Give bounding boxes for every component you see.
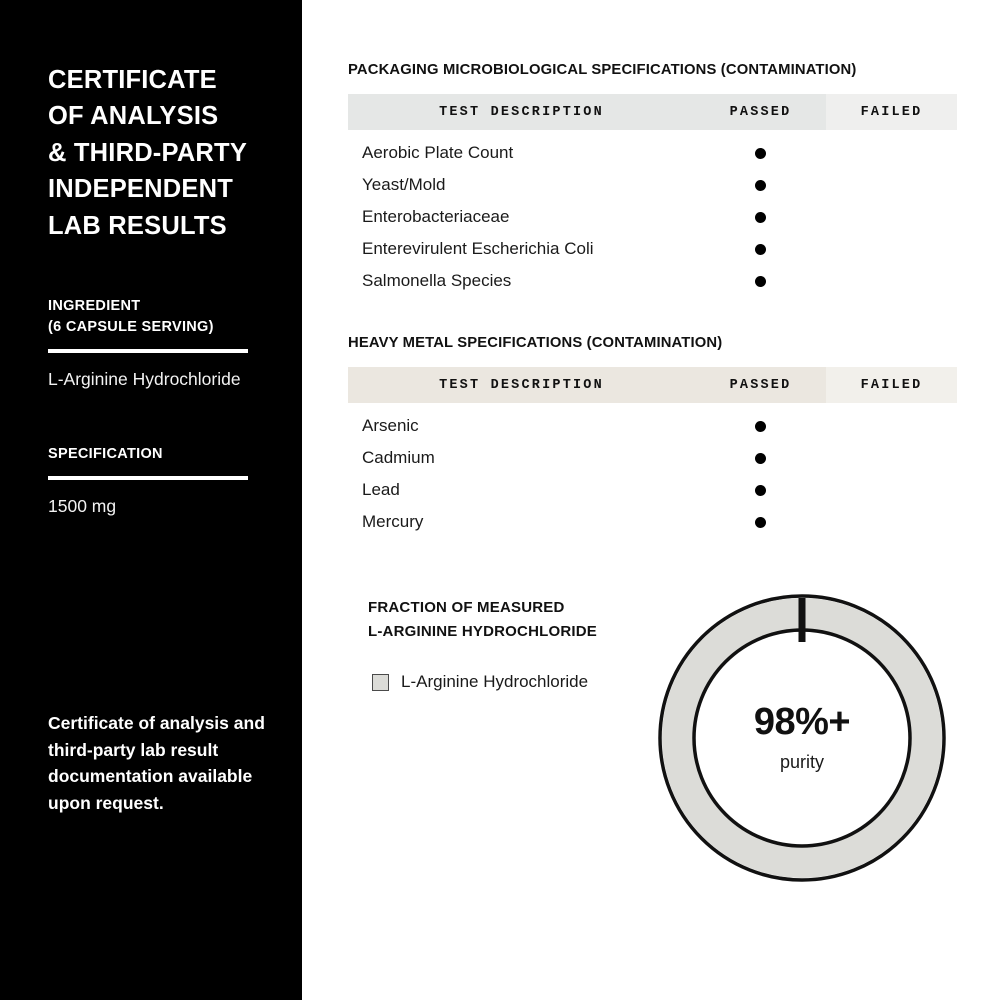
cell-passed: [695, 212, 826, 223]
cell-passed: [695, 453, 826, 464]
heavy-metal-table: [348, 367, 957, 538]
specification-label: SPECIFICATION: [48, 445, 163, 462]
cell-passed: [695, 148, 826, 159]
ingredient-label: [48, 296, 262, 338]
cell-test-description: Salmonella Species: [362, 270, 512, 290]
table-row: [348, 169, 957, 201]
cell-passed: [695, 180, 826, 191]
page-title-line-3: & THIRD-PARTY: [48, 138, 248, 167]
ingredient-block: [48, 296, 262, 392]
cell-test-description: Enterobacteriaceae: [362, 206, 510, 226]
table-row: [348, 233, 957, 265]
ingredient-label-line-2: (6 CAPSULE SERVING): [48, 319, 214, 336]
microbiological-section-title: PACKAGING MICROBIOLOGICAL SPECIFICATIONS (CONTAMINATION): [348, 62, 857, 78]
ingredient-divider: [48, 349, 248, 353]
cell-passed: [695, 276, 826, 287]
sidebar: [0, 0, 302, 1000]
microbiological-section: [348, 62, 957, 297]
table-row: [348, 201, 957, 233]
table-row: [348, 265, 957, 297]
cell-test-description: Enterevirulent Escherichia Coli: [362, 238, 594, 258]
table-row: [348, 442, 957, 474]
heavy-metal-section: [348, 335, 957, 538]
page-title-line-5: LAB RESULTS: [48, 211, 227, 240]
page-title-line-4: INDEPENDENT: [48, 175, 233, 204]
passed-dot-icon: [755, 453, 766, 464]
donut-inner-edge: [694, 630, 910, 846]
table-row: [348, 137, 957, 169]
chart-legend: [372, 672, 588, 692]
purity-sublabel: purity: [779, 752, 824, 772]
specification-value: 1500 mg: [48, 495, 117, 516]
passed-dot-icon: [755, 180, 766, 191]
table-row: [348, 410, 957, 442]
specification-block: [48, 444, 262, 519]
ingredient-value: L-Arginine Hydrochloride: [48, 369, 241, 390]
legend-label: L-Arginine Hydrochloride: [401, 672, 589, 691]
specification-divider: [48, 476, 248, 480]
cell-test-description: Yeast/Mold: [362, 174, 446, 194]
passed-dot-icon: [755, 212, 766, 223]
availability-note: Certificate of analysis and third-party lab result documentation available upon request.: [48, 713, 265, 813]
table-row: [348, 506, 957, 538]
cell-test-description: Lead: [362, 479, 400, 499]
table-header-row: [348, 367, 957, 403]
legend-swatch-icon: [372, 674, 389, 691]
purity-chart-heading-line-1: FRACTION OF MEASURED: [368, 599, 565, 616]
page-title-line-1: CERTIFICATE: [48, 66, 217, 94]
cell-test-description: Mercury: [362, 511, 424, 531]
cell-passed: [695, 244, 826, 255]
microbiological-table: [348, 94, 957, 297]
table-header-row: [348, 94, 957, 130]
column-header-passed: PASSED: [695, 367, 826, 403]
cell-passed: [695, 421, 826, 432]
table-body: [348, 403, 957, 538]
passed-dot-icon: [755, 485, 766, 496]
passed-dot-icon: [755, 244, 766, 255]
ingredient-label-line-1: INGREDIENT: [48, 298, 141, 315]
table-body: [348, 130, 957, 297]
donut-chart-svg: [656, 592, 948, 884]
purity-value: 98%+: [753, 701, 851, 743]
cell-passed: [695, 517, 826, 528]
donut-chart: [656, 592, 948, 884]
page-title: [48, 62, 262, 244]
column-header-passed: PASSED: [695, 94, 826, 130]
column-header-test-description: TEST DESCRIPTION: [348, 367, 695, 403]
page-title-line-2: OF ANALYSIS: [48, 102, 219, 131]
cell-test-description: Aerobic Plate Count: [362, 142, 514, 162]
column-header-failed: FAILED: [826, 94, 957, 130]
donut-band-fill: [678, 614, 926, 862]
column-header-failed: FAILED: [826, 367, 957, 403]
passed-dot-icon: [755, 421, 766, 432]
passed-dot-icon: [755, 276, 766, 287]
purity-chart-heading-line-2: L-ARGININE HYDROCHLORIDE: [368, 623, 597, 641]
passed-dot-icon: [755, 148, 766, 159]
table-row: [348, 474, 957, 506]
purity-chart-section: [348, 596, 957, 906]
main-content: [302, 0, 1000, 1000]
passed-dot-icon: [755, 517, 766, 528]
column-header-test-description: TEST DESCRIPTION: [348, 94, 695, 130]
purity-chart-heading: [368, 596, 597, 645]
cell-passed: [695, 485, 826, 496]
heavy-metal-section-title: HEAVY METAL SPECIFICATIONS (CONTAMINATION): [348, 335, 723, 351]
cell-test-description: Cadmium: [362, 447, 435, 467]
cell-test-description: Arsenic: [362, 415, 419, 435]
